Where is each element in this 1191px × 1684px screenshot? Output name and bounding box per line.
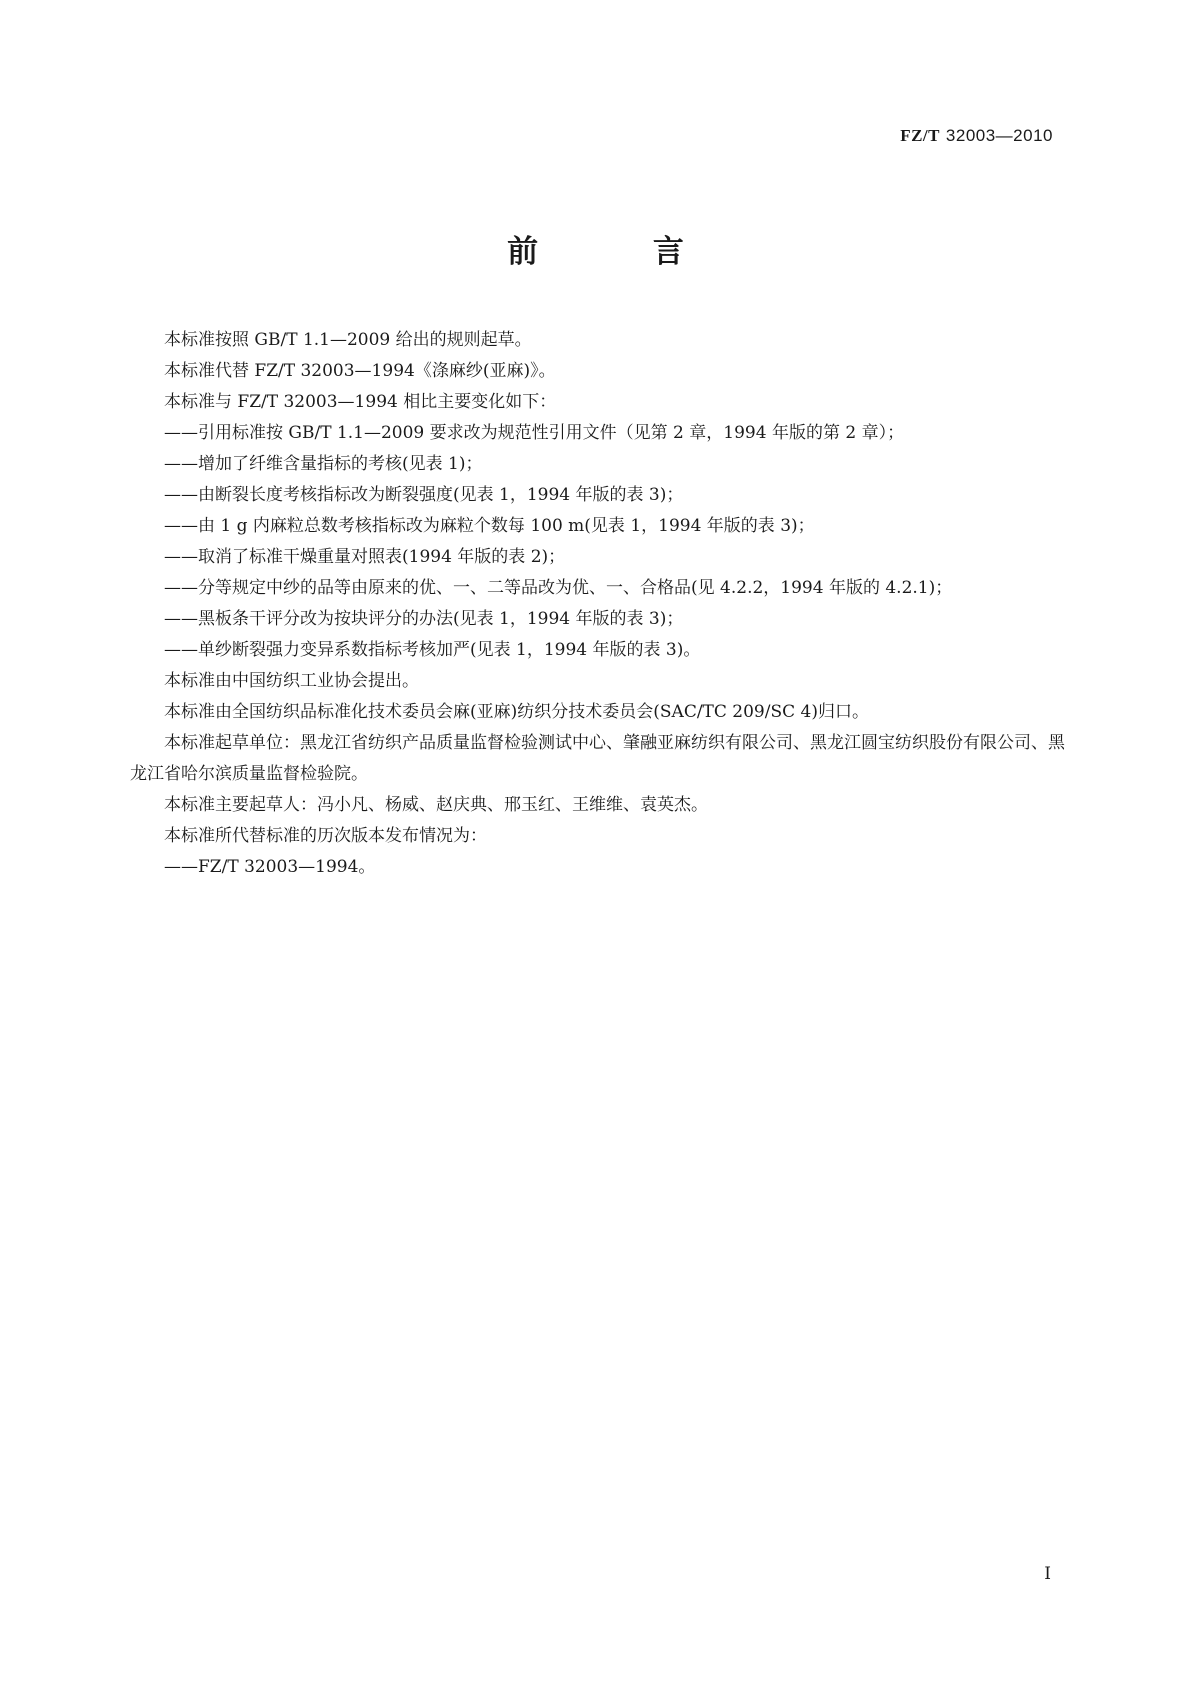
change-list-item: ——由 1 g 内麻粒总数考核指标改为麻粒个数每 100 m(见表 1，1994 年版的表 3)； [164,516,815,536]
change-list-item: ——分等规定中纱的品等由原来的优、一、二等品改为优、一、合格品(见 4.2.2，1994 年版的 4.2.1)； [164,578,953,598]
foreword-body [130,325,1065,883]
paragraph-committee: 本标准由全国纺织品标准化技术委员会麻(亚麻)纺织分技术委员会(SAC/TC 209/SC 4)归口。 [164,702,869,722]
paragraph-proposer: 本标准由中国纺织工业协会提出。 [164,671,419,691]
paragraph-changes-intro: 本标准与 FZ/T 32003—1994 相比主要变化如下： [164,392,557,412]
paragraph-drafting-units: 本标准起草单位：黑龙江省纺织产品质量监督检验测试中心、肇融亚麻纺织有限公司、黑龙江圆宝纺织股份有限公司、黑龙江省哈尔滨质量监督检验院。 [130,733,1065,784]
paragraph-drafters: 本标准主要起草人：冯小凡、杨威、赵庆典、邢玉红、王维维、袁英杰。 [164,795,708,815]
page-number: I [1044,1564,1051,1584]
paragraph-replaces: 本标准代替 FZ/T 32003—1994《涤麻纱(亚麻)》。 [164,361,556,381]
standard-number: 32003—2010 [945,126,1053,145]
paragraph-drafting-rules: 本标准按照 GB/T 1.1—2009 给出的规则起草。 [164,330,532,350]
change-list-item: ——引用标准按 GB/T 1.1—2009 要求改为规范性引用文件（见第 2 章，1994 年版的第 2 章）； [164,423,905,443]
paragraph-history-intro: 本标准所代替标准的历次版本发布情况为： [164,826,487,846]
page-title: 前 言 [507,234,736,270]
change-list-item: ——取消了标准干燥重量对照表(1994 年版的表 2)； [164,547,566,567]
history-list-item: ——FZ/T 32003—1994。 [164,857,376,877]
change-list-item: ——黑板条干评分改为按块评分的办法(见表 1，1994 年版的表 3)； [164,609,684,629]
standard-code: FZ/T [900,126,940,145]
change-list-item: ——由断裂长度考核指标改为断裂强度(见表 1，1994 年版的表 3)； [164,485,684,505]
change-list-item: ——增加了纤维含量指标的考核(见表 1)； [164,454,483,474]
change-list-item: ——单纱断裂强力变异系数指标考核加严(见表 1，1994 年版的表 3)。 [164,640,701,660]
standard-number-header [900,126,1053,146]
